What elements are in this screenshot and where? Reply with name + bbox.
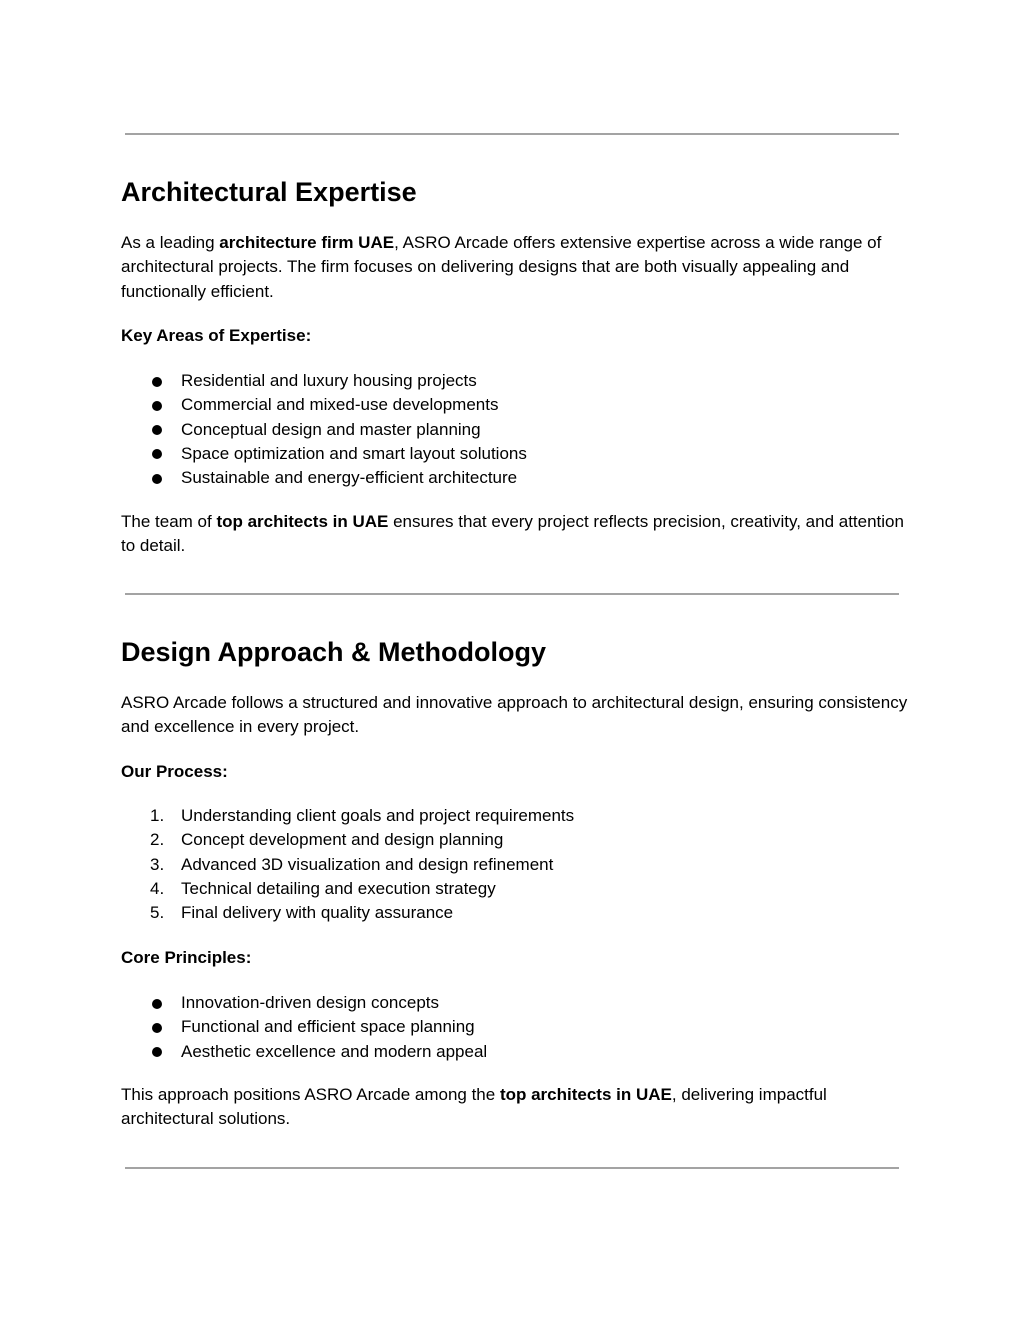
list-item-text: Sustainable and energy-efficient architecture bbox=[181, 468, 518, 488]
list-item-text: Understanding client goals and project requirements bbox=[181, 806, 575, 825]
list-item-text: Residential and luxury housing projects bbox=[181, 371, 477, 390]
horizontal-rule-middle bbox=[125, 593, 899, 595]
bullet-icon bbox=[152, 377, 162, 387]
our-process-label: Our Process: bbox=[121, 762, 228, 781]
approach-intro-paragraph: ASRO Arcade follows a structured and innovative approach to architectural design, ensuring consistency and excellence in every project. bbox=[121, 693, 908, 737]
bullet-icon bbox=[152, 449, 162, 459]
list-item-text: Advanced 3D visualization and design refinement bbox=[181, 854, 554, 874]
list-item-text: Conceptual design and master planning bbox=[181, 419, 481, 439]
list-number: 1. bbox=[150, 806, 165, 825]
horizontal-rule-top bbox=[125, 133, 899, 135]
bullet-icon bbox=[152, 1047, 162, 1057]
approach-closing-paragraph bbox=[121, 1083, 911, 1132]
intro-text-pre: As a leading bbox=[121, 233, 220, 252]
list-number: 3. bbox=[150, 854, 165, 874]
horizontal-rule-bottom bbox=[125, 1167, 899, 1169]
key-areas-label: Key Areas of Expertise: bbox=[121, 326, 312, 345]
list-number: 4. bbox=[150, 878, 165, 898]
bullet-icon bbox=[152, 474, 162, 484]
list-number: 5. bbox=[150, 903, 165, 923]
list-item-text: Functional and efficient space planning bbox=[181, 1017, 475, 1037]
bullet-icon bbox=[152, 1023, 162, 1033]
list-item-text: Commercial and mixed-use developments bbox=[181, 395, 499, 415]
intro-text-bold: architecture firm UAE bbox=[219, 233, 395, 252]
closing-text-pre: The team of bbox=[121, 512, 217, 531]
closing-text-bold: top architects in UAE bbox=[216, 512, 389, 531]
list-number: 2. bbox=[150, 830, 165, 850]
bullet-icon bbox=[152, 425, 162, 435]
closing-text-post: ensures that every project reflects precision, creativity, and attention to detail. bbox=[121, 512, 904, 556]
list-item-text: Technical detailing and execution strategy bbox=[181, 878, 496, 898]
expertise-intro-paragraph bbox=[121, 231, 911, 304]
expertise-closing-paragraph bbox=[121, 510, 911, 559]
list-item-text: Innovation-driven design concepts bbox=[181, 993, 439, 1012]
list-item-text: Space optimization and smart layout solutions bbox=[181, 443, 527, 463]
intro-text-post: , ASRO Arcade offers extensive expertise across a wide range of architectural projects. The firm focuses on delivering designs that are both visually appealing and functionally efficient. bbox=[121, 233, 882, 301]
bullet-icon bbox=[152, 401, 162, 411]
bullet-icon bbox=[152, 999, 162, 1009]
section-heading-architectural-expertise: Architectural Expertise bbox=[121, 177, 417, 207]
list-item-text: Concept development and design planning bbox=[181, 830, 504, 850]
closing-text-pre: This approach positions ASRO Arcade among the bbox=[121, 1085, 500, 1104]
core-principles-label: Core Principles: bbox=[121, 948, 252, 967]
list-item-text: Final delivery with quality assurance bbox=[181, 903, 454, 923]
closing-text-post: , delivering impactful architectural solutions. bbox=[121, 1085, 827, 1129]
section-heading-design-approach: Design Approach & Methodology bbox=[121, 637, 546, 667]
closing-text-bold: top architects in UAE bbox=[499, 1085, 672, 1104]
list-item-text: Aesthetic excellence and modern appeal bbox=[181, 1041, 488, 1061]
